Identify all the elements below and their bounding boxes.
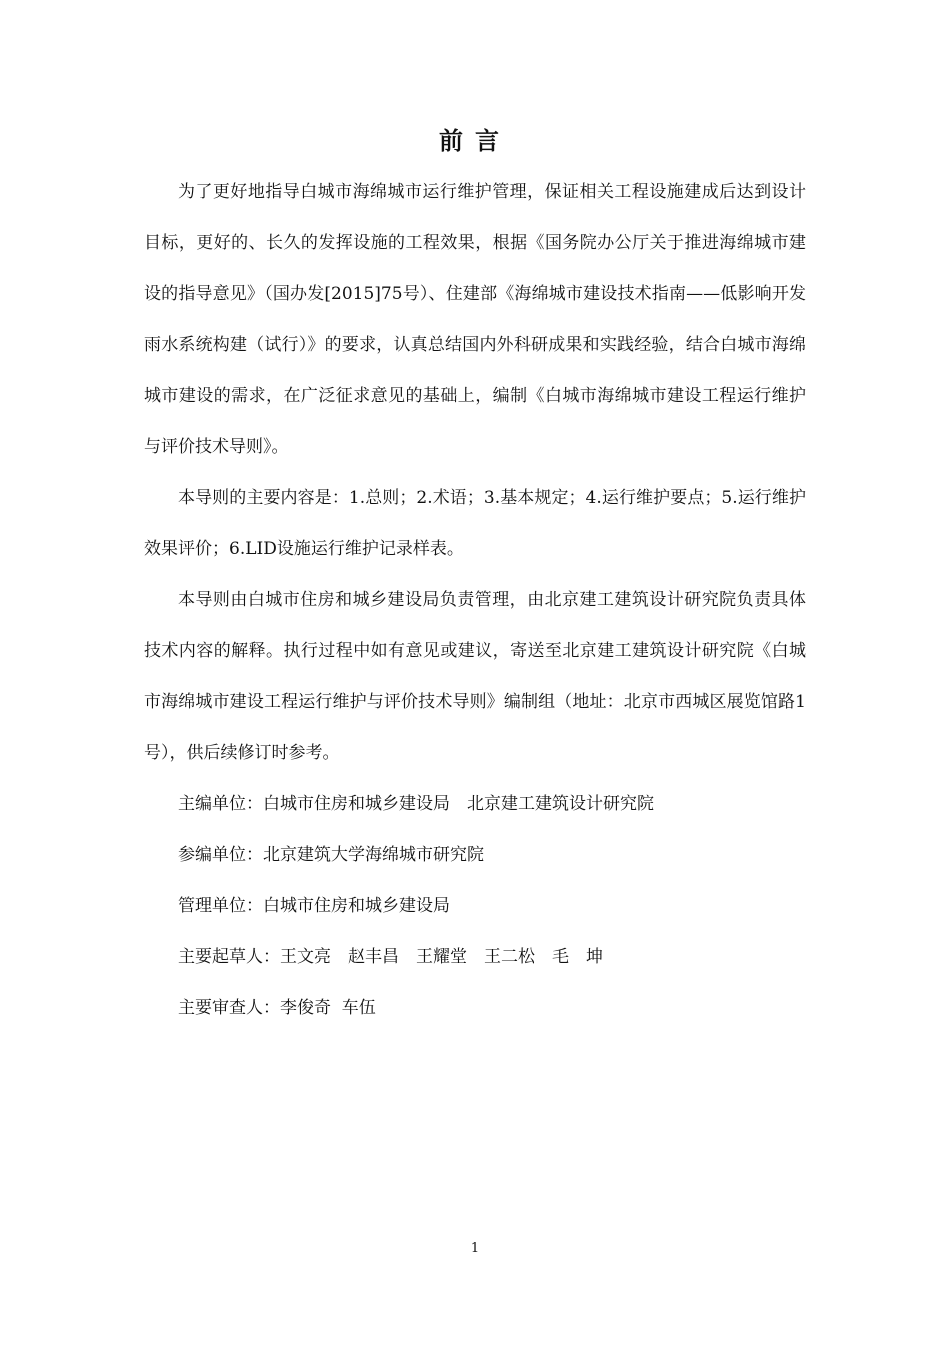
credit-chief-editor: 主编单位：白城市住房和城乡建设局 北京建工建筑设计研究院 (178, 794, 654, 814)
page-title: 前言 (439, 127, 511, 155)
page-number: 1 (470, 1241, 480, 1256)
credit-management-unit: 管理单位：白城市住房和城乡建设局 (178, 896, 450, 916)
credit-participating-editor: 参编单位：北京建筑大学海绵城市研究院 (178, 845, 484, 865)
credit-main-drafters: 主要起草人：王文亮 赵丰昌 王耀堂 王二松 毛 坤 (178, 947, 603, 967)
paragraph-purpose: 为了更好地指导白城市海绵城市运行维护管理，保证相关工程设施建成后达到设计目标，更好的、长久的发挥设施的工程效果，根据《国务院办公厅关于推进海绵城市建设的指导意见》（国办发[2015]75号）、住建部《海绵城市建设技术指南——低影响开发雨水系统构建（试行）》的要求，认真总结国内外科研成果和实践经验，结合白城市海绵城市建设的需求，在广泛征求意见的基础上，编制《白城市海绵城市建设工程运行维护与评价技术导则》。 (144, 182, 806, 457)
paragraph-contents: 本导则的主要内容是：1.总则；2.术语；3.基本规定；4.运行维护要点；5.运行维护效果评价；6.LID设施运行维护记录样表。 (144, 488, 806, 559)
document-body (144, 167, 806, 1034)
paragraph-management: 本导则由白城市住房和城乡建设局负责管理，由北京建工建筑设计研究院负责具体技术内容的解释。执行过程中如有意见或建议，寄送至北京建工建筑设计研究院《白城市海绵城市建设工程运行维护与评价技术导则》编制组（地址：北京市西城区展览馆路1号），供后续修订时参考。 (144, 590, 806, 763)
credit-main-reviewers: 主要审查人：李俊奇 车伍 (178, 998, 376, 1018)
